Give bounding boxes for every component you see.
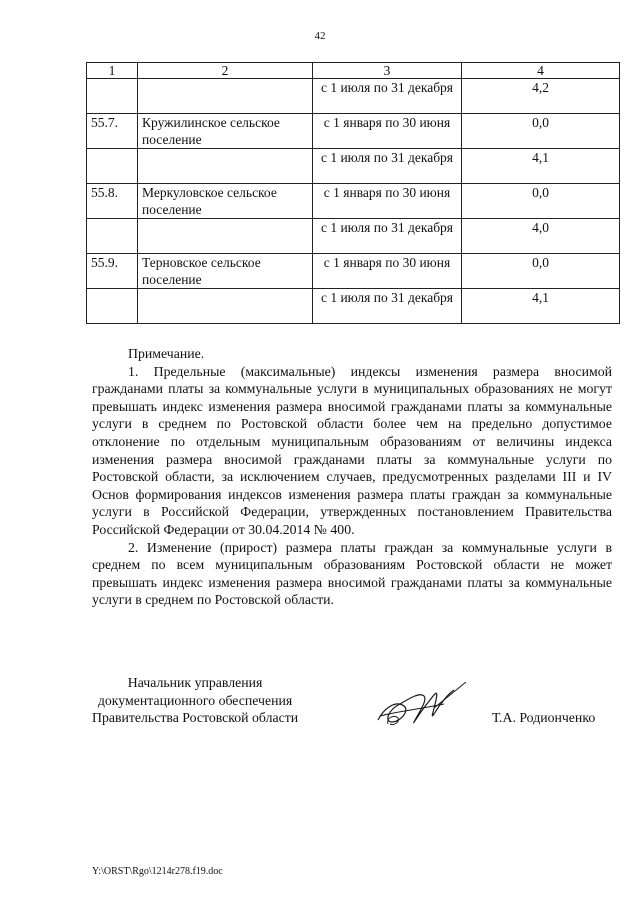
municipality-name: Терновское сельское поселение (138, 254, 313, 289)
position-line-2: документационного обеспечения (97, 692, 293, 708)
row-number (87, 289, 138, 324)
signatory-position (92, 674, 298, 727)
municipality-name: Кружилинское сельское поселение (138, 114, 313, 149)
notes-title: Примечание. (128, 346, 205, 361)
page-number: 42 (314, 30, 326, 42)
index-value: 0,0 (462, 184, 620, 219)
period: с 1 января по 30 июня (313, 114, 462, 149)
municipality-name (138, 149, 313, 184)
signer-name: Т.А. Родионченко (492, 710, 596, 725)
index-value: 4,1 (462, 149, 620, 184)
column-header-4: 4 (462, 63, 620, 79)
index-value: 0,0 (462, 114, 620, 149)
period: с 1 июля по 31 декабря (313, 289, 462, 324)
municipality-name (138, 289, 313, 324)
index-value: 4,2 (462, 79, 620, 114)
row-number (87, 79, 138, 114)
municipality-name: Меркуловское сельское поселение (138, 184, 313, 219)
index-value: 4,0 (462, 219, 620, 254)
column-header-2: 2 (138, 63, 313, 79)
table-row (87, 149, 620, 184)
row-number (87, 149, 138, 184)
period: с 1 июля по 31 декабря (313, 149, 462, 184)
column-header-3: 3 (313, 63, 462, 79)
position-line-3: Правительства Ростовской области (92, 710, 299, 726)
table-row (87, 79, 620, 114)
index-value: 4,1 (462, 289, 620, 324)
note-item-1: 1. Предельные (максимальные) индексы изменения размера вносимой гражданами платы за коммунальные услуги в муниципальных образованиях не могут превышать индекс изменения размера вносимой гражданами платы за коммунальные услуги в среднем по Ростовской области более чем на предельно допустимое отклонение по отдельным муниципальным образованиям от величины индекса изменения размера вносимой гражданами платы за коммунальные услуги по Ростовской области, за исключением случаев, предусмотренных разделами III и IV Основ формирования индексов изменения размера платы граждан за коммунальные услуги в Российской Федерации, утвержденных постановлением Правительства Российской Федерации от 30.04.2014 № 400. (92, 363, 612, 537)
table-row (87, 219, 620, 254)
municipality-name (138, 79, 313, 114)
table-row (87, 254, 620, 289)
row-number: 55.7. (87, 114, 138, 149)
table-header-row (87, 63, 620, 79)
position-line-1: Начальник управления (127, 675, 263, 690)
signature-stroke-flourish (380, 682, 466, 716)
period: с 1 июля по 31 декабря (313, 219, 462, 254)
row-number: 55.8. (87, 184, 138, 219)
period: с 1 января по 30 июня (313, 184, 462, 219)
tariff-index-table (86, 62, 620, 324)
period: с 1 июля по 31 декабря (313, 79, 462, 114)
row-number: 55.9. (87, 254, 138, 289)
handwritten-signature (374, 678, 470, 734)
index-value: 0,0 (462, 254, 620, 289)
table-row (87, 114, 620, 149)
table-row (87, 289, 620, 324)
table-row (87, 184, 620, 219)
column-header-1: 1 (87, 63, 138, 79)
row-number (87, 219, 138, 254)
notes-section (92, 345, 612, 609)
municipality-name (138, 219, 313, 254)
note-item-2: 2. Изменение (прирост) размера платы граждан за коммунальные услуги в среднем по всем муниципальным образованиям Ростовской области не может превышать индекс изменения размера вносимой гражданами платы за коммунальные услуги в среднем по Ростовской области. (92, 539, 612, 608)
footer-file-path: Y:\ORST\Rgo\1214r278.f19.doc (92, 866, 223, 877)
period: с 1 января по 30 июня (313, 254, 462, 289)
